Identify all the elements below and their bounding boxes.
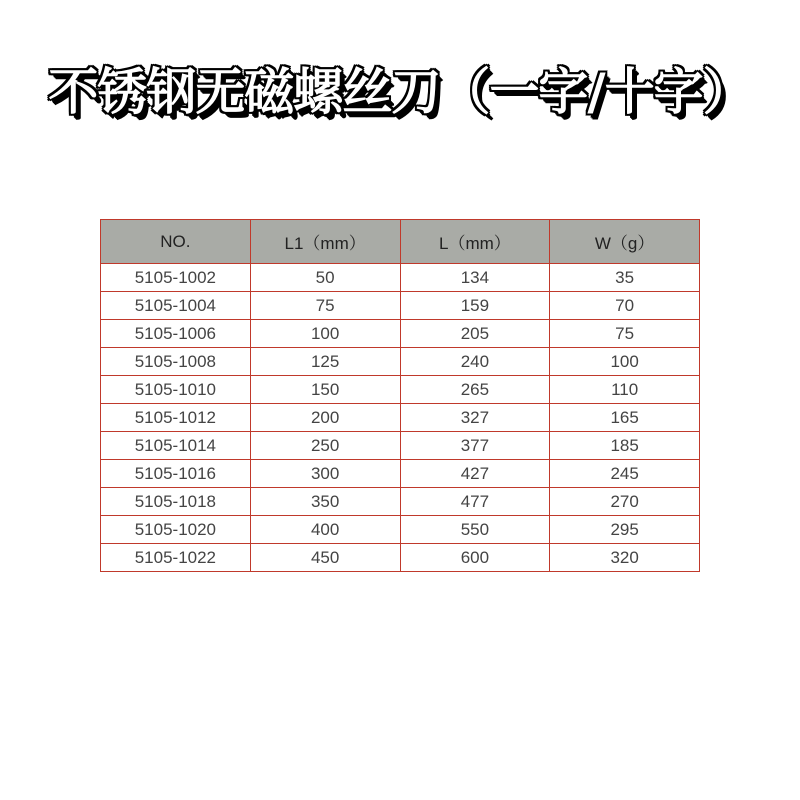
cell-l: 159 bbox=[400, 292, 550, 320]
spec-table bbox=[100, 219, 700, 572]
cell-w: 295 bbox=[550, 516, 700, 544]
cell-no: 5105-1018 bbox=[101, 488, 251, 516]
cell-l1: 125 bbox=[250, 348, 400, 376]
cell-l: 427 bbox=[400, 460, 550, 488]
cell-l: 265 bbox=[400, 376, 550, 404]
header-no: NO. bbox=[101, 220, 251, 264]
cell-w: 320 bbox=[550, 544, 700, 572]
cell-l1: 300 bbox=[250, 460, 400, 488]
cell-w: 270 bbox=[550, 488, 700, 516]
table-row bbox=[101, 264, 700, 292]
cell-no: 5105-1002 bbox=[101, 264, 251, 292]
table-row bbox=[101, 488, 700, 516]
cell-no: 5105-1022 bbox=[101, 544, 251, 572]
cell-l1: 50 bbox=[250, 264, 400, 292]
cell-no: 5105-1004 bbox=[101, 292, 251, 320]
page-title: 不锈钢无磁螺丝刀（一字/十字） bbox=[48, 63, 752, 121]
cell-no: 5105-1006 bbox=[101, 320, 251, 348]
header-w: W（g） bbox=[550, 220, 700, 264]
table-row bbox=[101, 544, 700, 572]
cell-no: 5105-1014 bbox=[101, 432, 251, 460]
cell-l: 134 bbox=[400, 264, 550, 292]
cell-l: 477 bbox=[400, 488, 550, 516]
cell-no: 5105-1012 bbox=[101, 404, 251, 432]
cell-l: 377 bbox=[400, 432, 550, 460]
table-row bbox=[101, 376, 700, 404]
cell-l1: 250 bbox=[250, 432, 400, 460]
cell-w: 185 bbox=[550, 432, 700, 460]
cell-l: 327 bbox=[400, 404, 550, 432]
cell-l: 550 bbox=[400, 516, 550, 544]
cell-no: 5105-1010 bbox=[101, 376, 251, 404]
cell-l: 240 bbox=[400, 348, 550, 376]
table-row bbox=[101, 320, 700, 348]
table-row bbox=[101, 348, 700, 376]
table-row bbox=[101, 460, 700, 488]
cell-l1: 75 bbox=[250, 292, 400, 320]
cell-w: 75 bbox=[550, 320, 700, 348]
cell-w: 35 bbox=[550, 264, 700, 292]
cell-no: 5105-1016 bbox=[101, 460, 251, 488]
cell-w: 165 bbox=[550, 404, 700, 432]
cell-no: 5105-1020 bbox=[101, 516, 251, 544]
table-row bbox=[101, 432, 700, 460]
cell-l1: 100 bbox=[250, 320, 400, 348]
cell-l1: 400 bbox=[250, 516, 400, 544]
cell-w: 70 bbox=[550, 292, 700, 320]
cell-w: 100 bbox=[550, 348, 700, 376]
table-header-row bbox=[101, 220, 700, 264]
cell-l1: 350 bbox=[250, 488, 400, 516]
cell-no: 5105-1008 bbox=[101, 348, 251, 376]
header-l1: L1（mm） bbox=[250, 220, 400, 264]
cell-l: 600 bbox=[400, 544, 550, 572]
table-row bbox=[101, 516, 700, 544]
cell-l1: 200 bbox=[250, 404, 400, 432]
cell-w: 245 bbox=[550, 460, 700, 488]
cell-w: 110 bbox=[550, 376, 700, 404]
table-body bbox=[101, 264, 700, 572]
cell-l1: 150 bbox=[250, 376, 400, 404]
table-row bbox=[101, 404, 700, 432]
header-l: L（mm） bbox=[400, 220, 550, 264]
table-row bbox=[101, 292, 700, 320]
cell-l: 205 bbox=[400, 320, 550, 348]
cell-l1: 450 bbox=[250, 544, 400, 572]
